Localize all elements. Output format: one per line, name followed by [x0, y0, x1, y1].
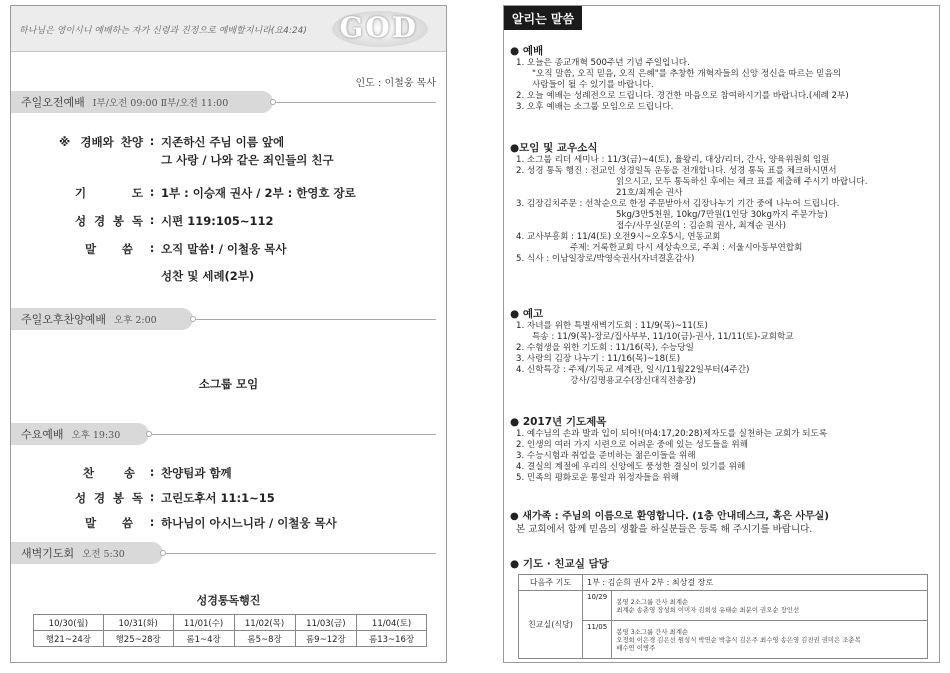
afternoon-content: 소그룹 모임	[198, 377, 259, 391]
table-cell: 롬9~12장	[295, 631, 357, 647]
section-title: 수요예배	[21, 428, 64, 441]
notice-line: 특송 : 11/9(목)-장로/집사부부, 11/10(금)-권사, 11/11(토)-교회학교	[532, 332, 794, 342]
notice-line: 1. 자녀를 위한 특별새벽기도회 : 11/9(목)~11(토)	[516, 321, 708, 331]
duty-line: 배수연 이병주	[616, 643, 656, 652]
notice-line: 4. 결실의 계절에 우리의 신앙에도 풍성한 결실이 있기를 위해	[516, 462, 746, 472]
table-cell: 10/31(화)	[103, 615, 173, 631]
duty-line: 오정희 이은경 김은선 원성식 박연순 박총식 김은주 최수영 송은영 김진권 권미은 조춘복	[616, 635, 861, 644]
left-header	[11, 6, 446, 52]
order-reading-wed: 성 경 봉 독 : 고린도후서 11:1~15	[75, 490, 275, 505]
section-divider	[166, 553, 436, 554]
order-prayer: 기 도 : 1부 : 이승재 권사 / 2부 : 한영호 장로	[75, 185, 356, 200]
notice-line: 3. 오후 예배는 소그룹 모임으로 드립니다.	[516, 102, 674, 112]
duty-line: 봉영 2소그룹 간사 최계순	[616, 597, 689, 606]
notice-worship	[510, 44, 849, 113]
section-time: 오후 2:00	[114, 315, 157, 326]
preacher: 인도 : 이철웅 목사	[355, 78, 436, 89]
notice-line: 본 교회에서 함께 믿음의 생활을 하실분들은 등록 해 주시기를 바랍니다.	[516, 524, 813, 535]
section-time: 오전 5:30	[82, 549, 125, 560]
duty-line: 봉영 3소그룹 간사 최계순	[616, 627, 689, 636]
section-divider	[276, 102, 436, 103]
notice-line: 5kg/3만5천원, 10kg/7만원(1인당 30kg까지 주문가능)	[616, 210, 828, 220]
order-label: 말 씀	[85, 242, 133, 256]
section-title: 주일오후찬양예배	[21, 313, 107, 326]
order-label: ※ 경배와 찬양	[59, 135, 143, 149]
notice-line: 3. 수능시험과 취업을 준비하는 젊은이들을 위해	[516, 451, 696, 461]
section-title: 주일오전예배	[21, 96, 85, 109]
section-sunday-morning	[11, 91, 436, 113]
table-row	[34, 631, 427, 647]
notice-line: 1. 오늘은 종교개혁 500주년 기념 주일입니다.	[516, 58, 690, 68]
duty-line: 최계순 송춘영 장성희 이미자 김희성 유태순 최분이 권오순 장인선	[616, 605, 800, 614]
order-reading: 성 경 봉 독 : 시편 119:105~112	[75, 213, 274, 228]
notice-line: 5. 식사 : 이남일장로/박영숙권사(자녀결혼감사)	[516, 254, 695, 264]
table-cell: 롬5~8장	[234, 631, 295, 647]
section-dawn	[11, 542, 436, 564]
table-cell: 11/02(목)	[234, 615, 295, 631]
order-label: 성 경 봉 독	[75, 491, 143, 505]
prayer-room-title: ● 기도 · 친교실 담당	[510, 558, 609, 570]
prayer-room-table	[518, 574, 928, 659]
order-sermon: 말 씀 : 오직 말씀! / 이철웅 목사	[75, 241, 286, 257]
notice-line: 2. 인생의 여러 가지 시련으로 어려운 중에 있는 성도들을 위해	[516, 440, 749, 450]
order-value: 고린도후서 11:1~15	[161, 491, 275, 505]
table-row	[34, 615, 427, 631]
order-value: 오직 말씀! / 이철웅 목사	[161, 242, 287, 256]
order-value: 찬양팀과 함께	[161, 466, 232, 480]
notice-preview	[510, 307, 794, 387]
order-praise: 찬 송 : 찬양팀과 함께	[75, 465, 232, 481]
section-title: 새벽기도회	[21, 547, 75, 560]
table-cell: 11/01(수)	[173, 615, 234, 631]
order-label: 기 도	[75, 186, 143, 200]
notice-line: 1. 예수님의 손과 발과 입이 되어!(마4:17,20:28)제자도를 실천하는 교회가 되도록	[516, 429, 828, 439]
notice-line: 접수/사무실(문의 : 김순희 권사, 최계순 권사)	[616, 221, 787, 231]
order-value: 시편 119:105~112	[161, 214, 274, 228]
notice-line: 4. 신학특강 : 주제/기독교 세계관, 일시/11월22일부터(4주간)	[516, 365, 750, 375]
order-label: 찬 송	[83, 466, 135, 480]
table-row	[519, 591, 928, 621]
notice-line: 3. 사랑의 김장 나누기 : 11/16(목)~18(토)	[516, 354, 681, 364]
notice-line: 1. 소그룹 리더 세미나 : 11/3(금)~4(토), 율왕리, 대상/리더, 간사, 양육위원회 임원	[516, 155, 830, 165]
notice-title: ● 새가족 : 주님의 이름으로 환영합니다. (1층 안내데스크, 혹은 사무실)	[510, 511, 829, 522]
order-value: 하나님이 아시느니라 / 이철웅 목사	[161, 516, 337, 530]
order-label: 말 씀	[85, 516, 133, 530]
table-cell	[612, 591, 928, 621]
table-cell: 10/30(월)	[34, 615, 104, 631]
notice-line: 5. 민족의 평화로운 통일과 위정자들을 위해	[516, 473, 679, 483]
notice-line: 강사/김명용교수(장신대직전총장)	[570, 376, 696, 386]
notice-title: ● 2017년 기도제목	[510, 416, 607, 428]
section-wednesday	[11, 423, 436, 445]
order-value: 지존하신 주님 이름 앞에	[161, 135, 285, 149]
notice-line: 주제: 거룩한교회 다시 세상속으로, 주최 : 서울시아동부연합회	[570, 243, 803, 253]
notice-line: 2. 수험생을 위한 기도회 : 11/16(목), 수능당일	[516, 343, 694, 353]
table-cell: 롬13~16장	[357, 631, 427, 647]
order-sermon-wed: 말 씀 : 하나님이 아시느니라 / 이철웅 목사	[75, 515, 337, 531]
order-worship: ※ 경배와 찬양 : 지존하신 주님 이름 앞에	[59, 134, 285, 149]
section-divider	[152, 434, 436, 435]
table-cell: 11/03(금)	[295, 615, 357, 631]
notice-line: 4. 교사부흥회 : 11/4(토) 오전9시~오후5시, 연동교회	[516, 232, 721, 242]
table-cell: 행21~24장	[34, 631, 104, 647]
notice-line: 읽으시고, 모두 통독하신 후에는 체크 표를 제출해 주시기 바랍니다.	[616, 177, 868, 187]
order-extra: 성찬 및 세례(2부)	[161, 269, 255, 283]
right-page	[503, 5, 940, 663]
notice-header: 알리는 말씀	[504, 6, 582, 30]
section-time: Ⅰ부/오전 09:00 Ⅱ부/오전 11:00	[92, 98, 229, 109]
god-logo-text: GOD	[339, 11, 418, 44]
notice-line: 3. 김장김치주문 : 선착순으로 한정 주문받아서 김장나누기 기간 중에 나누어 드립니다.	[516, 199, 840, 209]
section-divider	[196, 319, 436, 320]
order-label: 성 경 봉 독	[75, 214, 143, 228]
notice-line: "오직 말씀, 오직 믿음, 오직 은혜"를 추창한 개혁자들의 신앙 정신을 따르는 믿음의	[532, 69, 842, 79]
table-cell: 11/05	[583, 621, 612, 659]
header-verse: 하나님은 영이시니 예배하는 자가 신령과 진정으로 예배할지니라(요4:24)	[19, 26, 307, 36]
bible-reading-title: 성경통독행진	[196, 594, 261, 607]
notice-line: 21호/최계순 권사	[616, 188, 683, 198]
notice-title: ● 예고	[510, 308, 544, 320]
bible-reading-table	[33, 614, 427, 647]
table-cell: 10/29	[583, 591, 612, 621]
notice-line: 2. 성경 통독 행진 : 전교인 성경일독 운동을 전개합니다. 성경 통독 표를 체크하시면서	[516, 166, 837, 176]
section-time: 오후 19:30	[71, 430, 121, 441]
left-page	[10, 5, 447, 663]
table-cell: 롬1~4장	[173, 631, 234, 647]
notice-title: ●모임 및 교우소식	[510, 142, 598, 154]
section-sunday-afternoon	[11, 308, 436, 330]
table-cell: 행25~28장	[103, 631, 173, 647]
notice-meetings	[510, 141, 867, 265]
table-cell: 11/04(토)	[357, 615, 427, 631]
table-cell: 1부 : 김순희 권사 2부 : 최상걸 장로	[583, 575, 928, 591]
table-cell: 다음주 기도	[519, 575, 583, 591]
order-value-2: 그 사랑 / 나와 같은 죄인들의 친구	[161, 153, 334, 167]
notice-line: 사람들이 될 수 있기를 바랍니다.	[532, 80, 654, 90]
notice-newcomer	[510, 510, 829, 535]
notice-title: ● 예배	[510, 45, 544, 57]
table-row	[519, 575, 928, 591]
table-cell: 친교실(식당)	[519, 591, 583, 659]
notice-prayer-topics	[510, 415, 827, 484]
order-value: 1부 : 이승재 권사 / 2부 : 한영호 장로	[161, 186, 356, 200]
notice-line: 2. 오늘 예배는 성례전으로 드립니다. 경건한 마음으로 참여하시기를 바랍니다.(세례 2부)	[516, 91, 849, 101]
table-cell	[612, 621, 928, 659]
